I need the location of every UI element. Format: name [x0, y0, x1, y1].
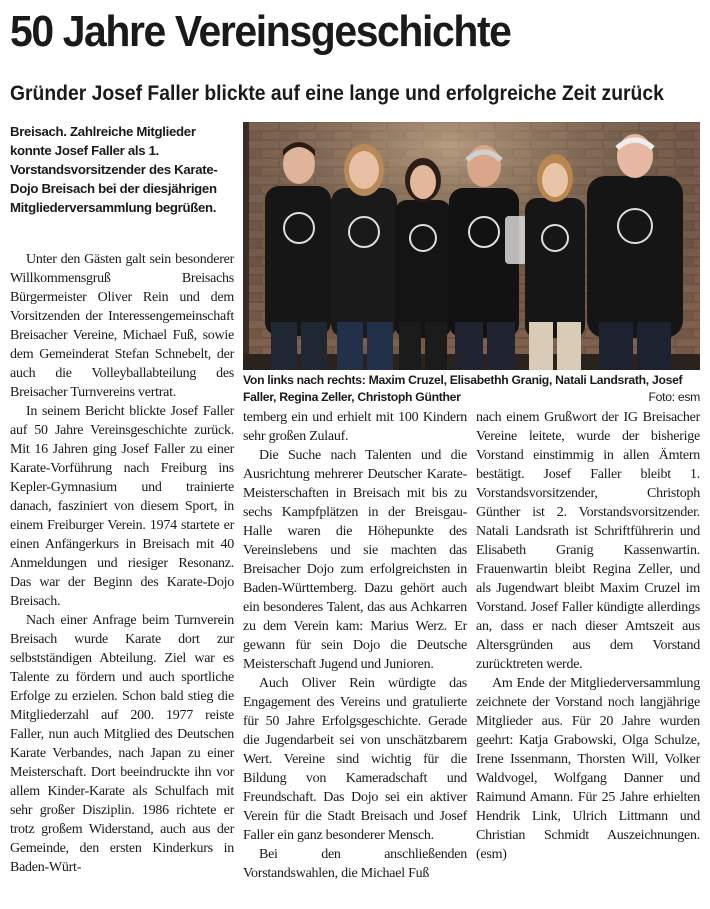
paragraph: Auch Oliver Rein würdigte das Engagement des Vereins und gratulierte für 50 Jahre Erfolgsgeschichte. Gerade die Jugendarbeit sei von unschätzbarem Wert. Vereine sind wichtig für die Bildung von Kameradschaft und Freundschaft. Das Dojo sei ein aktiver Verein für die Stadt Breisach und Josef Faller ein ganz besonderer Mensch.: [243, 676, 467, 843]
paragraph: temberg ein und erhielt mit 100 Kindern sehr großen Zulauf.: [243, 410, 467, 444]
subheadline: Gründer Josef Faller blickte auf eine lange und erfolgreiche Zeit zurück: [10, 82, 664, 105]
group-photo: [243, 122, 700, 370]
photo-caption: [243, 372, 700, 406]
photo-credit: Foto: esm: [648, 390, 700, 404]
headline: 50 Jahre Vereinsgeschichte: [10, 7, 511, 56]
caption-text: Von links nach rechts: Maxim Cruzel, Elisabethh Granig, Natali Landsrath, Josef Faller, Regina Zeller, Christoph Günther: [243, 373, 683, 404]
paragraph: Am Ende der Mitgliederversammlung zeichnete der Vorstand noch langjährige Mitglieder aus. Für 20 Jahre wurden geehrt: Katja Grabowski, Olga Schulze, Irene Issenmann, Thorsten Will, Volker Waldvogel, Wolfgang Danner und Raimund Amann. Für 25 Jahre erhielten Hendrik Link, Ulrich Littmann und Christian Schmidt Auszeichnungen. (esm): [476, 676, 700, 862]
paragraph: In seinem Bericht blickte Josef Faller auf 50 Jahre Vereinsgeschichte zurück. Mit 16 Jahren ging Josef Faller zu einer Karate-Vorführung nach Freiburg ins Kepler-Gymnasium und trainierte danach, fasziniert von diesem Sport, in einem Freiburger Verein. 1974 startete er einen Anfängerkurs in Breisach mit 40 Anmeldungen und riesiger Resonanz. Das war der Beginn des Karate-Dojo Breisach.: [10, 404, 234, 609]
article-column-3: [476, 408, 700, 864]
article-column-2: [243, 408, 467, 883]
paragraph: Nach einer Anfrage beim Turnverein Breisach wurde Karate dort zur selbstständigen Abteilung. Ziel war es Talente zu fördern und auch sportliche Erfolge zu erzielen. Schon bald stieg die Mitgliederzahl auf 200. 1977 reiste Faller, nun auch Mitglied des Deutschen Karate Verbandes, nach Japan zu einer Meisterschaft. Dort beeindruckte ihn vor allem Kinder-Karate als Schulfach mit sehr großer Disziplin. 1986 richtete er trotz großem Widerstand, auch aus der Gemeinde, den ersten Kinderkurs in Baden-Würt-: [10, 613, 234, 875]
intro-paragraph: Breisach. Zahlreiche Mitglieder konnte Josef Faller als 1. Vorstandsvorsitzender des Karate-Dojo Breisach bei der diesjährigen Mitgliederversammlung begrüßen.: [10, 124, 218, 215]
paragraph: Unter den Gästen galt sein besonderer Willkommensgruß Breisachs Bürgermeister Oliver Rein und dem Vorsitzenden der Interessengemeinschaft Breisacher Vereine, Michael Fuß, sowie dem Gemeinderat Stefan Schnebelt, der auch die Volleyballabteilung des Breisacher Turnvereins vertrat.: [10, 252, 234, 400]
group-photo-illustration: [243, 122, 700, 370]
paragraph: Die Suche nach Talenten und die Ausrichtung mehrerer Deutscher Karate-Meisterschaften in Breisach mit bis zu sechs Kampfplätzen in der Breisgau-Halle waren die Höhepunkte des Vereinslebens und sie machten das Breisacher Dojo zum erfolgreichsten in Baden-Württemberg. Dazu gehört auch ein besonderes Talent, das aus Achkarren zu dem Verein kam: Marius Werz. Er gewann für sein Dojo die Deutsche Meisterschaft Jugend und Junioren.: [243, 448, 467, 672]
paragraph: Bei den anschließenden Vorstandswahlen, die Michael Fuß: [243, 847, 467, 881]
paragraph: nach einem Grußwort der IG Breisacher Vereine leitete, wurde der bisherige Vorstand einstimmig in allen Ämtern bestätigt. Josef Faller bleibt 1. Vorstandsvorsitzender, Christoph Günther ist 2. Vorstandsvorsitzender. Natali Landsrath ist Schriftführerin und Elisabeth Granig Kassenwartin. Frauenwartin bleibt Regina Zeller, und als Jugendwart bleibt Maxim Cruzel im Vorstand. Josef Faller kündigte allerdings an, dass er nach dieser Amtszeit aus Altersgründen aus dem Vorstand zurücktreten werde.: [476, 410, 700, 672]
article-column-1: [10, 250, 234, 877]
